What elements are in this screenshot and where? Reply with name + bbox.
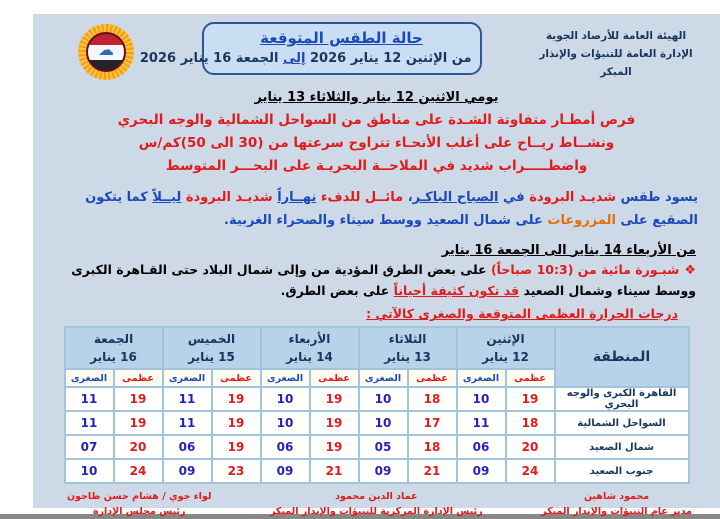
max-temp-r2-d2: 19 (310, 435, 359, 459)
day-header-2: الأربعاء 14 يناير (261, 327, 359, 369)
section-title-mon-tue: يومي الاثنين 12 يناير والثلاثاء 13 يناير (254, 90, 499, 105)
fog-text (71, 262, 696, 299)
max-temp-r1-d4: 19 (114, 411, 163, 435)
min-subheader-day3: الصغرى (163, 369, 212, 387)
max-temp-r3-d0: 24 (506, 459, 555, 483)
min-temp-r3-d1: 09 (359, 459, 408, 483)
temperature-table-heading: درجات الحرارة العظمى المتوقعة والصغرى كالآتي : (366, 306, 678, 322)
max-subheader-day0: عظمى (506, 369, 555, 387)
diamond-bullet-icon: ❖ (684, 262, 696, 278)
max-subheader-day4: عظمى (114, 369, 163, 387)
text-segment-0: شبـورة مائية من (10:3 صباحاً) (490, 261, 680, 277)
min-temp-r2-d0: 06 (457, 435, 506, 459)
signature-title: رئيس مجلس الإدارة (92, 505, 186, 517)
text-segment-3: على بعض الطرق. (280, 283, 394, 299)
min-temp-r1-d4: 11 (65, 411, 114, 435)
region-name-1: السواحل الشمالية (555, 411, 689, 435)
min-temp-r0-d1: 10 (359, 387, 408, 411)
region-name-2: شمال الصعيد (555, 435, 689, 459)
org-line1: الهيئة العامة للأرصاد الجوية (545, 30, 687, 42)
min-temp-r0-d3: 11 (163, 387, 212, 411)
temperature-table (64, 326, 690, 484)
signature-director (541, 490, 692, 519)
min-temp-r3-d4: 10 (65, 459, 114, 483)
min-subheader-day0: الصغرى (457, 369, 506, 387)
min-temp-r3-d0: 09 (457, 459, 506, 483)
section-title-wed-fri: من الأربعاء 14 يناير الى الجمعة 16 يناير (441, 242, 696, 258)
max-temp-r1-d1: 17 (408, 411, 457, 435)
signature-name: لواء جوي / هشام حسن طاحون (67, 491, 212, 503)
org-line2: الإدارة العامة للتنبؤات والإنذار المبكر (539, 47, 693, 78)
max-temp-r3-d1: 21 (408, 459, 457, 483)
day-header-4: الجمعة 16 يناير (65, 327, 163, 369)
date-range-part2: الجمعة 16 يناير 2026 (139, 51, 283, 66)
text-segment-4: ، (403, 189, 413, 205)
signature-chairman (67, 490, 211, 519)
region-name-3: جنوب الصعيد (555, 459, 689, 483)
signature-name: عماد الدين محمود (335, 491, 418, 503)
text-segment-0: يسود طقس (616, 189, 698, 205)
text-segment-7: نهــاراً (277, 189, 317, 205)
max-temp-r0-d2: 19 (310, 387, 359, 411)
fog-bullet-paragraph (33, 258, 720, 302)
warning-lines (33, 109, 720, 178)
cold-weather-paragraph (33, 186, 720, 233)
text-segment-3: الصباح الباكـر (412, 189, 499, 205)
text-segment-2: قد تكون كثيفة أحياناً (393, 283, 520, 299)
signatures-footer (33, 484, 720, 519)
region-name-0: القاهرة الكبرى والوجه البحري (555, 387, 689, 411)
signature-name: محمود شاهين (583, 491, 650, 503)
min-temp-r1-d2: 10 (261, 411, 310, 435)
min-temp-r3-d3: 09 (163, 459, 212, 483)
bulletin-date-range (139, 51, 472, 66)
region-column-header: المنطقة (555, 327, 689, 387)
meteorological-authority-logo-icon (78, 24, 134, 80)
bulletin-title: حالة الطقس المتوقعة (260, 29, 423, 47)
min-temp-r3-d2: 09 (261, 459, 310, 483)
text-segment-1: شديـد البرودة (529, 189, 617, 205)
text-segment-9: شديـد البرودة (185, 189, 273, 205)
day-header-1: الثلاثاء 13 يناير (359, 327, 457, 369)
max-temp-r1-d2: 19 (310, 411, 359, 435)
text-segment-13: المزروعات (547, 213, 616, 229)
text-segment-5: مائــل للدفء (320, 189, 404, 205)
max-subheader-day3: عظمى (212, 369, 261, 387)
max-temp-r3-d2: 21 (310, 459, 359, 483)
max-temp-r1-d0: 18 (506, 411, 555, 435)
max-temp-r3-d3: 23 (212, 459, 261, 483)
max-subheader-day2: عظمى (310, 369, 359, 387)
max-temp-r2-d1: 18 (408, 435, 457, 459)
text-segment-12: كما يتكون الصقيع على (85, 189, 698, 229)
date-range-to: إلى (282, 51, 306, 66)
min-temp-r1-d0: 11 (457, 411, 506, 435)
signature-central-admin (270, 490, 483, 519)
warning-line-rain: فرص أمطـار متفاوتة الشـدة على مناطق من السواحل الشمالية والوجه البحري (117, 112, 636, 128)
min-temp-r0-d0: 10 (457, 387, 506, 411)
min-temp-r2-d4: 07 (65, 435, 114, 459)
min-temp-r0-d4: 11 (65, 387, 114, 411)
text-segment-1: على بعض الطرق المؤدية من وإلى شمال البلاد حتى القـاهرة الكبرى ووسط سيناء وشمال الصعيد (71, 261, 696, 299)
min-subheader-day1: الصغرى (359, 369, 408, 387)
min-temp-r2-d2: 06 (261, 435, 310, 459)
weather-bulletin (33, 14, 720, 517)
forecast-title-box (139, 22, 482, 75)
text-segment-11: ليــلاً (152, 189, 182, 205)
date-range-part1: من الإثنين 12 يناير 2026 (305, 51, 472, 66)
max-temp-r2-d3: 19 (212, 435, 261, 459)
min-subheader-day4: الصغرى (65, 369, 114, 387)
logo-container (51, 22, 161, 80)
min-temp-r0-d2: 10 (261, 387, 310, 411)
text-segment-2: في (498, 189, 530, 205)
max-temp-r1-d3: 19 (212, 411, 261, 435)
max-temp-r0-d1: 18 (408, 387, 457, 411)
warning-line-sea: واضطـــــراب شديد في الملاحــة البحريـة على البحـــر المتوسط (165, 157, 588, 174)
min-subheader-day2: الصغرى (261, 369, 310, 387)
signature-title: رئيس الإدارة المركزية للتنبؤات والإنذار المبكر (269, 505, 483, 517)
max-temp-r2-d0: 20 (506, 435, 555, 459)
day-header-3: الخميس 15 يناير (163, 327, 261, 369)
signature-title: مدير عام التنبؤات والإنذار المبكر (541, 505, 692, 517)
min-temp-r2-d1: 05 (359, 435, 408, 459)
cloud-icon: ☁ (98, 40, 114, 60)
max-temp-r2-d4: 20 (114, 435, 163, 459)
warning-line-wind: ونشــاط ريــاح على أغلب الأنحـاء تتراوح سرعتها من (30 الى 50)كم/س (138, 134, 615, 151)
logo-flag-circle (86, 32, 126, 72)
max-subheader-day1: عظمى (408, 369, 457, 387)
min-temp-r1-d3: 11 (163, 411, 212, 435)
day-header-0: الإثنين 12 يناير (457, 327, 555, 369)
max-temp-r0-d0: 19 (506, 387, 555, 411)
bulletin-header (33, 14, 720, 84)
max-temp-r0-d4: 19 (114, 387, 163, 411)
text-segment-14: على شمال الصعيد ووسط سيناء والصحراء الغربية. (224, 213, 548, 229)
min-temp-r1-d1: 10 (359, 411, 408, 435)
max-temp-r0-d3: 19 (212, 387, 261, 411)
organization-name (522, 22, 710, 82)
max-temp-r3-d4: 24 (114, 459, 163, 483)
min-temp-r2-d3: 06 (163, 435, 212, 459)
